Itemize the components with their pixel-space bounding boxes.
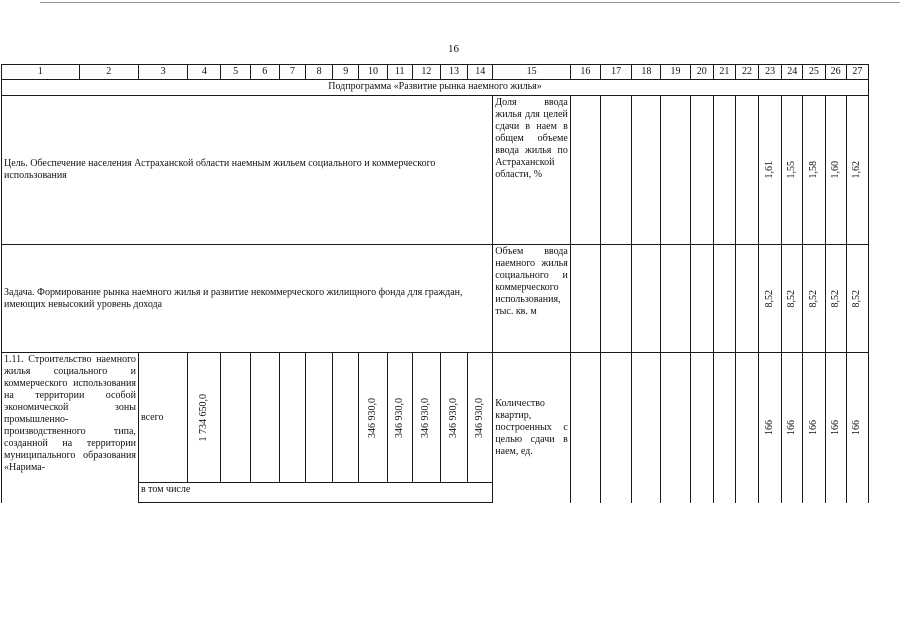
- col-num: 16: [570, 65, 600, 80]
- col-num: 3: [138, 65, 187, 80]
- goal-value: 1,62: [851, 161, 863, 179]
- col-num: 4: [188, 65, 221, 80]
- col-num: 2: [79, 65, 138, 80]
- column-number-row: [2, 65, 869, 80]
- activity-indicator: Количество квартир, построенных с целью сдачи в наем, ед.: [493, 353, 571, 503]
- page-number: 16: [448, 43, 459, 55]
- funding-year: 346 930,0: [448, 397, 460, 438]
- activity-value: 166: [829, 420, 841, 436]
- task-value: 8,52: [786, 289, 798, 308]
- col-num: 27: [846, 65, 868, 80]
- col-num: 14: [468, 65, 493, 80]
- col-num: 21: [713, 65, 735, 80]
- col-num: 25: [803, 65, 825, 80]
- program-table: [1, 64, 869, 503]
- activity-value: 166: [786, 420, 798, 436]
- col-num: 22: [735, 65, 758, 80]
- col-num: 10: [359, 65, 387, 80]
- funding-year: 346 930,0: [393, 397, 405, 438]
- col-num: 18: [632, 65, 661, 80]
- funding-year: 346 930,0: [420, 397, 432, 438]
- col-num: 7: [279, 65, 305, 80]
- funding-year: 346 930,0: [474, 397, 486, 438]
- col-num: 11: [387, 65, 412, 80]
- goal-row: [2, 96, 869, 245]
- subprogram-row: [2, 80, 869, 96]
- goal-value: 1,61: [764, 161, 776, 179]
- activity-row: [2, 353, 869, 483]
- goal-value: 1,60: [829, 161, 841, 179]
- funding-total: 1 734 650,0: [198, 393, 210, 442]
- col-num: 26: [825, 65, 846, 80]
- task-row: [2, 245, 869, 353]
- subprogram-title: Подпрограмма «Развитие рынка наемного жилья»: [2, 80, 869, 96]
- col-num: 5: [221, 65, 250, 80]
- activity-text: 1.11. Строительство наемного жилья социального и коммерческого использования на территории особой экономической зоны промышленно-производственного типа, созданной на территории муниципального образования «Нарима-: [2, 353, 139, 503]
- col-num: 8: [306, 65, 333, 80]
- col-num: 19: [661, 65, 690, 80]
- goal-value: 1,55: [786, 161, 798, 179]
- col-num: 9: [333, 65, 359, 80]
- goal-indicator: Доля ввода жилья для целей сдачи в наем в общем объеме ввода жилья по Астраханской области, %: [493, 96, 571, 245]
- funding-year: 346 930,0: [366, 397, 378, 438]
- col-num: 13: [440, 65, 467, 80]
- task-value: 8,52: [829, 289, 841, 308]
- funding-label: всего: [138, 353, 187, 483]
- col-num: 1: [2, 65, 80, 80]
- activity-value: 166: [764, 420, 776, 436]
- task-text: Задача. Формирование рынка наемного жилья и развитие некоммерческого жилищного фонда для граждан, имеющих невысокий уровень дохода: [2, 245, 493, 353]
- including-label: в том числе: [138, 483, 492, 503]
- task-indicator: Объем ввода наемного жилья социального и коммерческого использования, тыс. кв. м: [493, 245, 571, 353]
- task-value: 8,52: [764, 289, 776, 308]
- goal-value: 1,58: [807, 161, 819, 179]
- col-num: 12: [412, 65, 440, 80]
- goal-text: Цель. Обеспечение населения Астраханской области наемным жильем социального и коммерческого использования: [2, 96, 493, 245]
- activity-value: 166: [807, 420, 819, 436]
- col-num: 6: [250, 65, 279, 80]
- col-num: 24: [782, 65, 803, 80]
- scan-edge-line: [40, 2, 900, 3]
- task-value: 8,52: [851, 289, 863, 308]
- col-num: 15: [493, 65, 571, 80]
- col-num: 20: [690, 65, 713, 80]
- col-num: 17: [601, 65, 632, 80]
- col-num: 23: [759, 65, 782, 80]
- task-value: 8,52: [807, 289, 819, 308]
- activity-value: 166: [851, 420, 863, 436]
